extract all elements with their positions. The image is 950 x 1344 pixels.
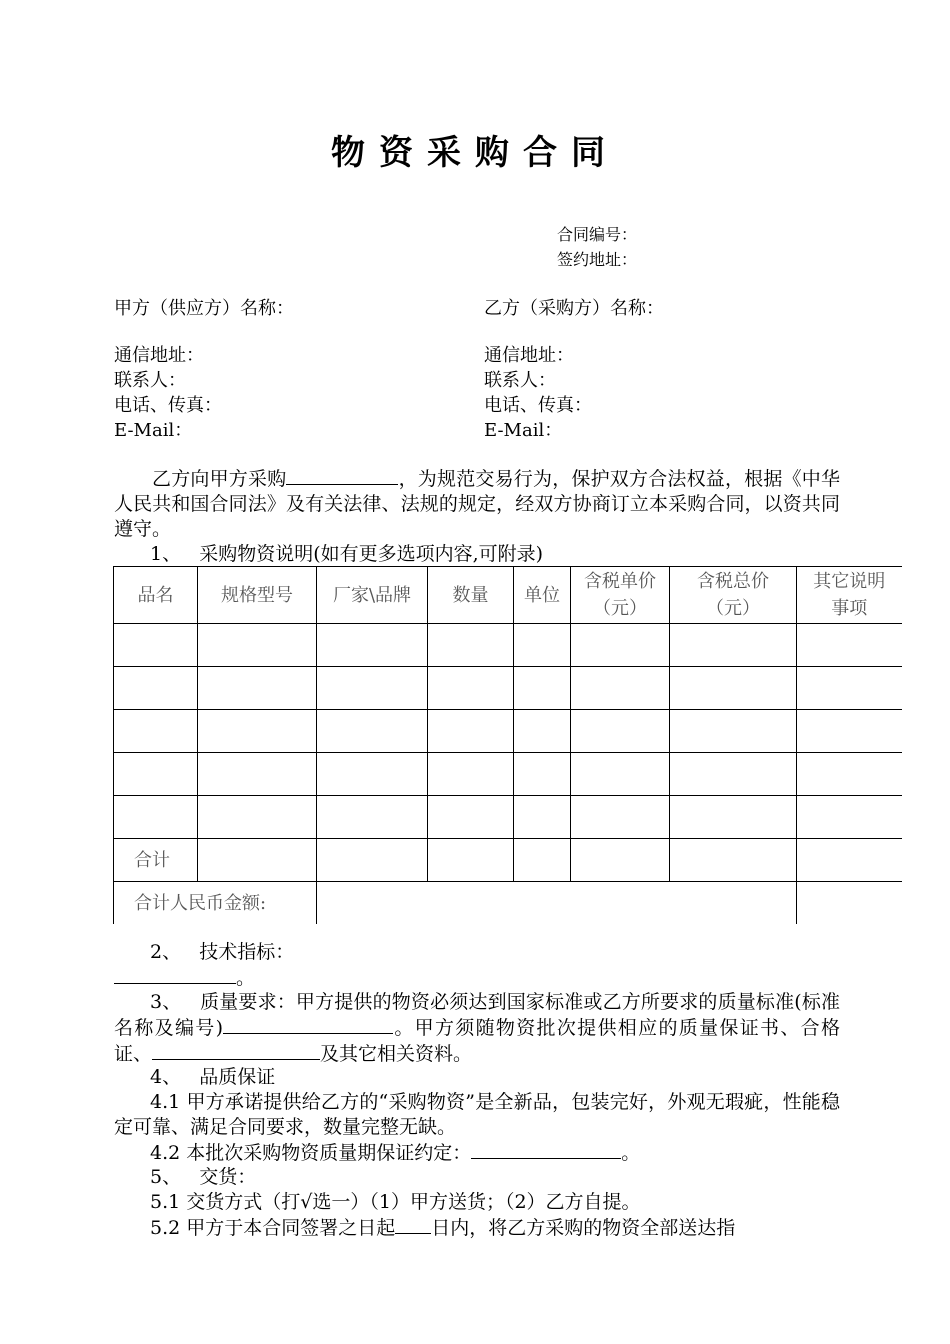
section-4-2-line: 4.2 本批次采购物资质量期保证约定： 。 xyxy=(150,1142,641,1164)
contract-number-label: 合同编号： xyxy=(557,225,638,244)
section-2-text: 技术指标： xyxy=(199,941,295,963)
intro-text-1: 乙方向甲方采购 xyxy=(152,468,287,490)
section-1-heading xyxy=(150,542,543,567)
section-1-number: 1、 xyxy=(150,543,182,565)
intro-paragraph xyxy=(114,466,840,542)
materials-table xyxy=(113,566,902,924)
section-4-text: 品质保证 xyxy=(199,1066,276,1088)
quality-standard-blank xyxy=(223,1015,393,1034)
intro-text-2: ，为规范交易行为，保护双方合法权益，根据《中华人民共和国合同法》及有关法律、法规的规定，经双方协商订立本采购合同，以资共同遵守。 xyxy=(114,468,840,540)
header-brand: 厂家\品牌 xyxy=(317,567,428,624)
party-a-contact-label: 联系人： xyxy=(114,370,186,391)
section-5-1-line: 5.1 交货方式（打√选一）（1）甲方送货；（2）乙方自提。 xyxy=(150,1191,641,1213)
purchase-item-blank xyxy=(286,466,398,485)
section-3-number: 3、 xyxy=(150,991,182,1013)
tech-spec-blank-line: 。 xyxy=(114,965,255,991)
party-b-contact-label: 联系人： xyxy=(484,370,556,391)
warranty-period-blank xyxy=(471,1140,621,1159)
section-2-number: 2、 xyxy=(150,941,182,963)
section-5-1-number: 5.1 xyxy=(150,1191,181,1213)
contract-title: 物资采购合同 xyxy=(331,133,619,173)
delivery-days-blank xyxy=(395,1215,431,1234)
header-unit-price: 含税单价 （元） xyxy=(571,567,670,624)
subtotal-row xyxy=(114,839,902,882)
section-4-heading xyxy=(150,1065,275,1090)
table-row xyxy=(114,796,902,839)
header-item-name: 品名 xyxy=(114,567,198,624)
rmb-total-row xyxy=(114,882,902,925)
table-row xyxy=(114,624,902,667)
table-row xyxy=(114,710,902,753)
header-total-price: 含税总价 （元） xyxy=(670,567,797,624)
section-2-heading xyxy=(150,940,294,965)
party-a-email-label: E-Mail： xyxy=(114,420,193,441)
rmb-total-value xyxy=(317,882,797,925)
other-documents-blank xyxy=(152,1041,320,1060)
section-5-2-number: 5.2 xyxy=(150,1217,181,1239)
rmb-total-label: 合计人民币金额: xyxy=(114,882,317,925)
header-other-notes: 其它说明 事项 xyxy=(797,567,902,624)
party-b-phone-label: 电话、传真： xyxy=(484,395,592,416)
table-row xyxy=(114,667,902,710)
party-b-email-label: E-Mail： xyxy=(484,420,563,441)
party-b-name-label: 乙方（采购方）名称： xyxy=(484,298,664,319)
table-header-row xyxy=(114,567,902,624)
party-a-name-label: 甲方（供应方）名称： xyxy=(114,298,294,319)
header-spec-model: 规格型号 xyxy=(198,567,317,624)
section-1-text: 采购物资说明(如有更多选项内容,可附录) xyxy=(199,543,544,565)
header-quantity: 数量 xyxy=(428,567,514,624)
section-5-number: 5、 xyxy=(150,1166,182,1188)
section-4-number: 4、 xyxy=(150,1066,182,1088)
table-row xyxy=(114,753,902,796)
section-5-2-line: 5.2 甲方于本合同签署之日起 日内，将乙方采购的物资全部送达指 xyxy=(150,1217,736,1239)
tech-spec-blank xyxy=(114,965,236,984)
header-unit: 单位 xyxy=(514,567,571,624)
section-4-2-number: 4.2 xyxy=(150,1142,181,1164)
section-4-1-paragraph: 4.1 甲方承诺提供给乙方的“采购物资”是全新品，包装完好，外观无瑕疵，性能稳定可靠、满足合同要求，数量完整无缺。 xyxy=(114,1091,840,1138)
signing-place-label: 签约地址： xyxy=(557,250,638,269)
subtotal-label: 合计 xyxy=(114,839,198,882)
section-5-text: 交货： xyxy=(199,1166,257,1188)
party-b-address-label: 通信地址： xyxy=(484,345,574,366)
party-a-address-label: 通信地址： xyxy=(114,345,204,366)
section-4-1-number: 4.1 xyxy=(150,1091,181,1113)
section-5-heading xyxy=(150,1165,256,1190)
section-3-paragraph: 3、 质量要求：甲方提供的物资必须达到国家标准或乙方所要求的质量标准(标准名称及编号) 。甲方须随物资批次提供相应的质量保证书、合格证、 及其它相关资料。 xyxy=(114,991,840,1065)
party-a-phone-label: 电话、传真： xyxy=(114,395,222,416)
